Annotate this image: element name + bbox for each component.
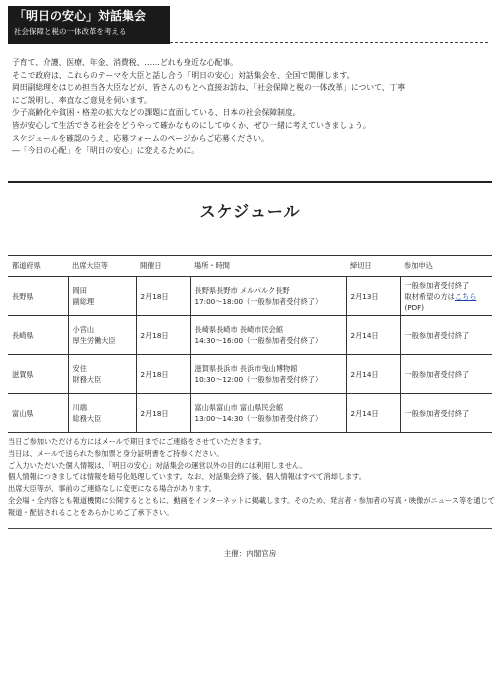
col-date: 開催日 <box>136 256 190 277</box>
venue-time: 17:00～18:00（一般参加者受付終了） <box>194 297 323 306</box>
minister-role: 総務大臣 <box>72 414 102 423</box>
cell-venue <box>190 355 346 394</box>
cell-minister <box>68 394 136 433</box>
minister-role: 厚生労働大臣 <box>72 336 116 345</box>
venue-time: 10:30～12:00（一般参加者受付終了） <box>194 375 323 384</box>
minister-name: 安住 <box>72 364 87 373</box>
venue-name: 富山県富山市 富山県民会館 <box>194 403 284 412</box>
cell-prefecture: 長野県 <box>8 277 68 316</box>
col-venue: 場所・時間 <box>190 256 346 277</box>
intro-text <box>12 57 492 158</box>
venue-time: 14:30～16:00（一般参加者受付終了） <box>194 336 323 345</box>
note-line: 出席大臣等が、事前のご連絡なしに変更になる場合があります。 <box>8 484 216 494</box>
note-line: 個人情報につきましては情報を暗号化処理しています。なお、対話集会終了後、個人情報はすべて消却します。 <box>8 472 366 482</box>
note-line: ご入力いただいた個人情報は、「明日の安心」対話集会の運営以外の目的には利用しません。 <box>8 460 307 470</box>
note-line: 全会場・全内容とも報道機関に公開するとともに、動画をインターネットに掲載します。そのため、発言者・参加者の写真・映像がニュース等を通じて <box>8 495 495 505</box>
intro-line: 子育て、介護、医療、年金、消費税、……どれも身近な心配事。 <box>12 58 238 67</box>
apply-status: 一般参加者受付終了 <box>404 280 470 290</box>
cell-deadline: 2月14日 <box>346 394 400 433</box>
table-header-row <box>8 256 492 277</box>
press-pdf-suffix: (PDF) <box>404 302 425 312</box>
cell-venue <box>190 394 346 433</box>
minister-name: 小宮山 <box>72 325 95 334</box>
cell-prefecture: 富山県 <box>8 394 68 433</box>
cell-date: 2月18日 <box>136 394 190 433</box>
header-divider <box>170 42 488 43</box>
intro-line: 少子高齢化や貧困・格差の拡大などの課題に直面している、日本の社会保障制度。 <box>12 108 301 118</box>
intro-line: にご説明し、率直なご意見を伺います。 <box>12 95 152 105</box>
cell-apply <box>400 277 492 316</box>
cell-apply: 一般参加者受付終了 <box>400 316 492 355</box>
minister-name: 岡田 <box>72 286 87 295</box>
col-apply: 参加申込 <box>400 256 492 277</box>
intro-line: そこで政府は、これらのテーマを大臣と話し合う「明日の安心」対話集会を、全国で開催します。 <box>12 70 355 80</box>
cell-venue <box>190 316 346 355</box>
table-row <box>8 316 492 355</box>
note-line: 報道・配信されることをあらかじめご了承下さい。 <box>8 507 174 517</box>
col-minister: 出席大臣等 <box>68 256 136 277</box>
cell-apply: 一般参加者受付終了 <box>400 355 492 394</box>
notes-divider <box>8 528 492 529</box>
cell-minister <box>68 316 136 355</box>
cell-date: 2月18日 <box>136 316 190 355</box>
press-note <box>405 291 489 313</box>
venue-name: 長崎県長崎市 長崎市民会館 <box>194 325 284 334</box>
venue-name: 滋賀県長浜市 長浜市曳山博物館 <box>194 364 298 373</box>
organizer-credit: 主催：内閣官房 <box>223 549 277 558</box>
header-subtitle: 社会保障と税の一体改革を考える <box>14 27 127 36</box>
col-prefecture: 都道府県 <box>8 256 68 277</box>
cell-deadline: 2月14日 <box>346 316 400 355</box>
intro-line: ―「今日の心配」を「明日の安心」に変えるために。 <box>12 146 200 156</box>
table-row <box>8 394 492 433</box>
intro-line: 岡田副総理をはじめ担当各大臣などが、皆さんのもとへ直接お訪ね、「社会保障と税の一体改革」について、丁寧 <box>12 83 406 93</box>
cell-date: 2月18日 <box>136 355 190 394</box>
cell-venue <box>190 277 346 316</box>
cell-prefecture: 滋賀県 <box>8 355 68 394</box>
press-pdf-link[interactable]: こちら <box>454 291 477 301</box>
intro-line: 皆が安心して生活できる社会をどうやって確かなものにしてゆくか、ぜひ一緒に考えていきましょう。 <box>12 120 371 130</box>
cell-prefecture: 長崎県 <box>8 316 68 355</box>
press-note-text: 取材希望の方は <box>404 291 455 301</box>
note-line: 当日ご参加いただける方にはメールで期日までにご連絡をさせていただきます。 <box>8 437 267 446</box>
header-title: 「明日の安心」対話集会 <box>14 9 147 23</box>
table-row <box>8 277 492 316</box>
schedule-table-container <box>8 255 492 433</box>
note-line: 当日は、メールで送られた参加票と身分証明書をご持参ください。 <box>8 448 224 458</box>
intro-line: スケジュールを確認のうえ、応募フォームのページからご応募ください。 <box>12 133 269 143</box>
schedule-title: スケジュール <box>199 202 301 221</box>
cell-deadline: 2月13日 <box>346 277 400 316</box>
cell-minister <box>68 277 136 316</box>
minister-role: 副総理 <box>72 297 95 306</box>
schedule-table <box>8 255 492 433</box>
minister-name: 川端 <box>72 403 87 412</box>
venue-name: 長野県長野市 メルパルク長野 <box>194 286 290 295</box>
cell-apply: 一般参加者受付終了 <box>400 394 492 433</box>
minister-role: 財務大臣 <box>72 375 102 384</box>
cell-deadline: 2月14日 <box>346 355 400 394</box>
table-row <box>8 355 492 394</box>
cell-date: 2月18日 <box>136 277 190 316</box>
cell-minister <box>68 355 136 394</box>
notes-text <box>8 436 495 519</box>
header-banner <box>8 6 170 44</box>
col-deadline: 締切日 <box>346 256 400 277</box>
intro-divider <box>8 181 492 183</box>
venue-time: 13:00～14:30（一般参加者受付終了） <box>194 414 323 423</box>
